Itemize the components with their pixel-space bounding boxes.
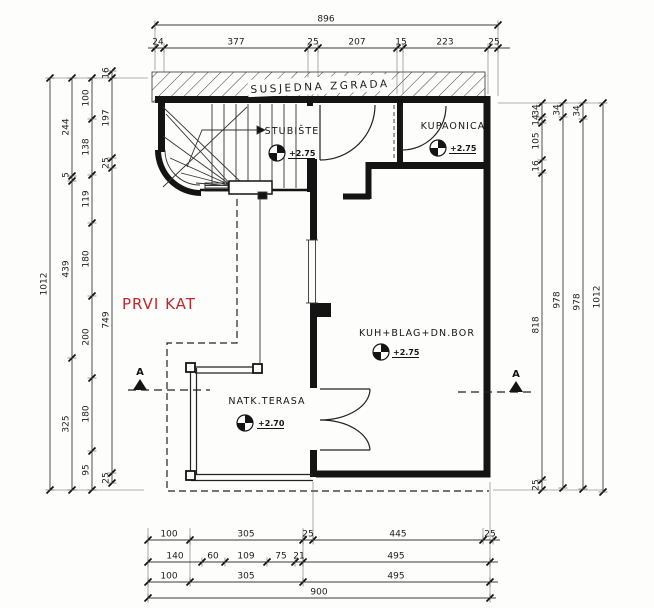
- room-kuh-blag-dn-bor: [359, 328, 475, 360]
- section-marker: [458, 369, 531, 392]
- dimension-value: 34: [552, 104, 563, 116]
- terrace-railing: [186, 199, 313, 481]
- dimension-value: 100: [81, 89, 92, 107]
- overhang-dashed-outline: [167, 199, 489, 491]
- dimension-value: 100: [160, 571, 178, 582]
- dimension-line-bottom: [145, 530, 501, 545]
- dimension-value: 305: [237, 529, 255, 540]
- dimension-value: 900: [310, 587, 328, 598]
- window: [306, 240, 318, 303]
- dimension-value: 34: [531, 104, 542, 116]
- dimension-line-right: [553, 100, 568, 492]
- dimension-value: 978: [572, 293, 583, 311]
- elevation-value: +2.75: [393, 348, 420, 357]
- dimension-value: 495: [387, 571, 405, 582]
- dimension-value: 14: [531, 114, 542, 126]
- room-label: KUPAONICA: [420, 121, 486, 132]
- wall-notch: [310, 303, 331, 317]
- railing-post: [186, 471, 195, 480]
- room-label: NATK.TERASA: [228, 396, 306, 407]
- railing-post: [253, 364, 262, 373]
- dimension-value: 25: [101, 472, 112, 484]
- dimension-value: 16: [101, 67, 112, 79]
- dimension-value: 25: [531, 479, 542, 491]
- dimension-line-left: [102, 67, 117, 486]
- dimension-value: 200: [81, 328, 92, 346]
- dimension-line-left: [62, 75, 77, 494]
- dimension-value: 223: [436, 37, 454, 48]
- dimension-value: 1012: [39, 272, 50, 296]
- room-label: STUBIŠTE: [264, 126, 320, 137]
- dimension-line-right: [573, 100, 588, 493]
- french-door-arcs: [320, 389, 370, 450]
- elevation-value: +2.75: [450, 144, 477, 153]
- dimension-value: 818: [531, 316, 542, 334]
- dimension-line-bottom: [145, 588, 497, 603]
- dimension-value: 197: [101, 109, 112, 127]
- stair-door: [320, 105, 375, 160]
- dimension-value: 445: [389, 529, 407, 540]
- hall-partition: [343, 162, 370, 199]
- dimension-value: 749: [101, 311, 112, 329]
- dimension-value: 16: [531, 160, 542, 172]
- dimension-value: 244: [61, 118, 72, 136]
- landing-sill-hatch: [205, 186, 228, 189]
- dimension-value: 896: [317, 14, 335, 25]
- dimension-value: 100: [160, 529, 178, 540]
- dimension-value: 24: [152, 37, 164, 48]
- neighbor-label: SUSJEDNA ZGRADA: [250, 77, 390, 97]
- dimension-value: 1012: [592, 285, 603, 309]
- dimension-value: 5: [61, 172, 72, 178]
- dimension-value: 138: [81, 138, 92, 156]
- section-arrow-icon: [509, 381, 523, 392]
- dimension-value: 25: [302, 529, 314, 540]
- stair-winders: [163, 114, 232, 186]
- dimension-value: 180: [81, 405, 92, 423]
- dimension-value: 377: [227, 37, 245, 48]
- dimension-line-bottom: [145, 572, 499, 587]
- dimension-line-right: [593, 100, 608, 496]
- dimension-value: 207: [348, 37, 366, 48]
- dimension-line-bottom: [145, 552, 499, 567]
- dimension-line-top: [148, 38, 510, 53]
- room-natk-terasa: [228, 396, 305, 431]
- dimension-value: 95: [81, 464, 92, 476]
- dimension-value: 119: [81, 190, 92, 208]
- dimension-value: 15: [395, 37, 407, 48]
- elevation-value: +2.75: [289, 149, 316, 158]
- dimension-value: 75: [275, 551, 287, 562]
- dimension-line-left: [82, 75, 97, 494]
- dimension-value: 140: [166, 551, 184, 562]
- elevation-value: +2.70: [258, 419, 285, 428]
- railing-post: [186, 363, 195, 372]
- dimension-value: 60: [207, 551, 219, 562]
- dimension-value: 439: [61, 260, 72, 278]
- section-arrow-icon: [133, 379, 147, 390]
- dimension-line-right: [532, 100, 547, 494]
- room-kupaonica: [421, 121, 486, 156]
- section-marker: [128, 367, 210, 390]
- doors: [320, 105, 446, 450]
- section-label: A: [512, 369, 520, 380]
- dimension-value: 305: [237, 571, 255, 582]
- dimension-value: 25: [484, 529, 496, 540]
- stair-break-lines: [163, 107, 247, 188]
- room-label: KUH+BLAG+DN.BOR: [358, 328, 476, 339]
- dimension-value: 109: [237, 551, 255, 562]
- dimension-value: 25: [488, 37, 500, 48]
- dimension-value: 25: [101, 157, 112, 169]
- dimension-value: 21: [293, 551, 305, 562]
- dimension-value: 25: [307, 37, 319, 48]
- floor-title: PRVI KAT: [122, 295, 196, 313]
- section-label: A: [136, 367, 144, 378]
- stair-treads: [212, 104, 296, 188]
- wall-stub: [258, 192, 267, 199]
- dimension-value: 34: [572, 105, 583, 117]
- dimension-line-left: [40, 75, 55, 494]
- dimension-value: 180: [81, 250, 92, 268]
- dimension-value: 325: [61, 415, 72, 433]
- dimension-line-top: [152, 15, 502, 30]
- dimension-value: 105: [531, 132, 542, 150]
- dimension-value: 978: [552, 291, 563, 309]
- room-stubi-te: [265, 125, 320, 161]
- dimension-value: 495: [387, 551, 405, 562]
